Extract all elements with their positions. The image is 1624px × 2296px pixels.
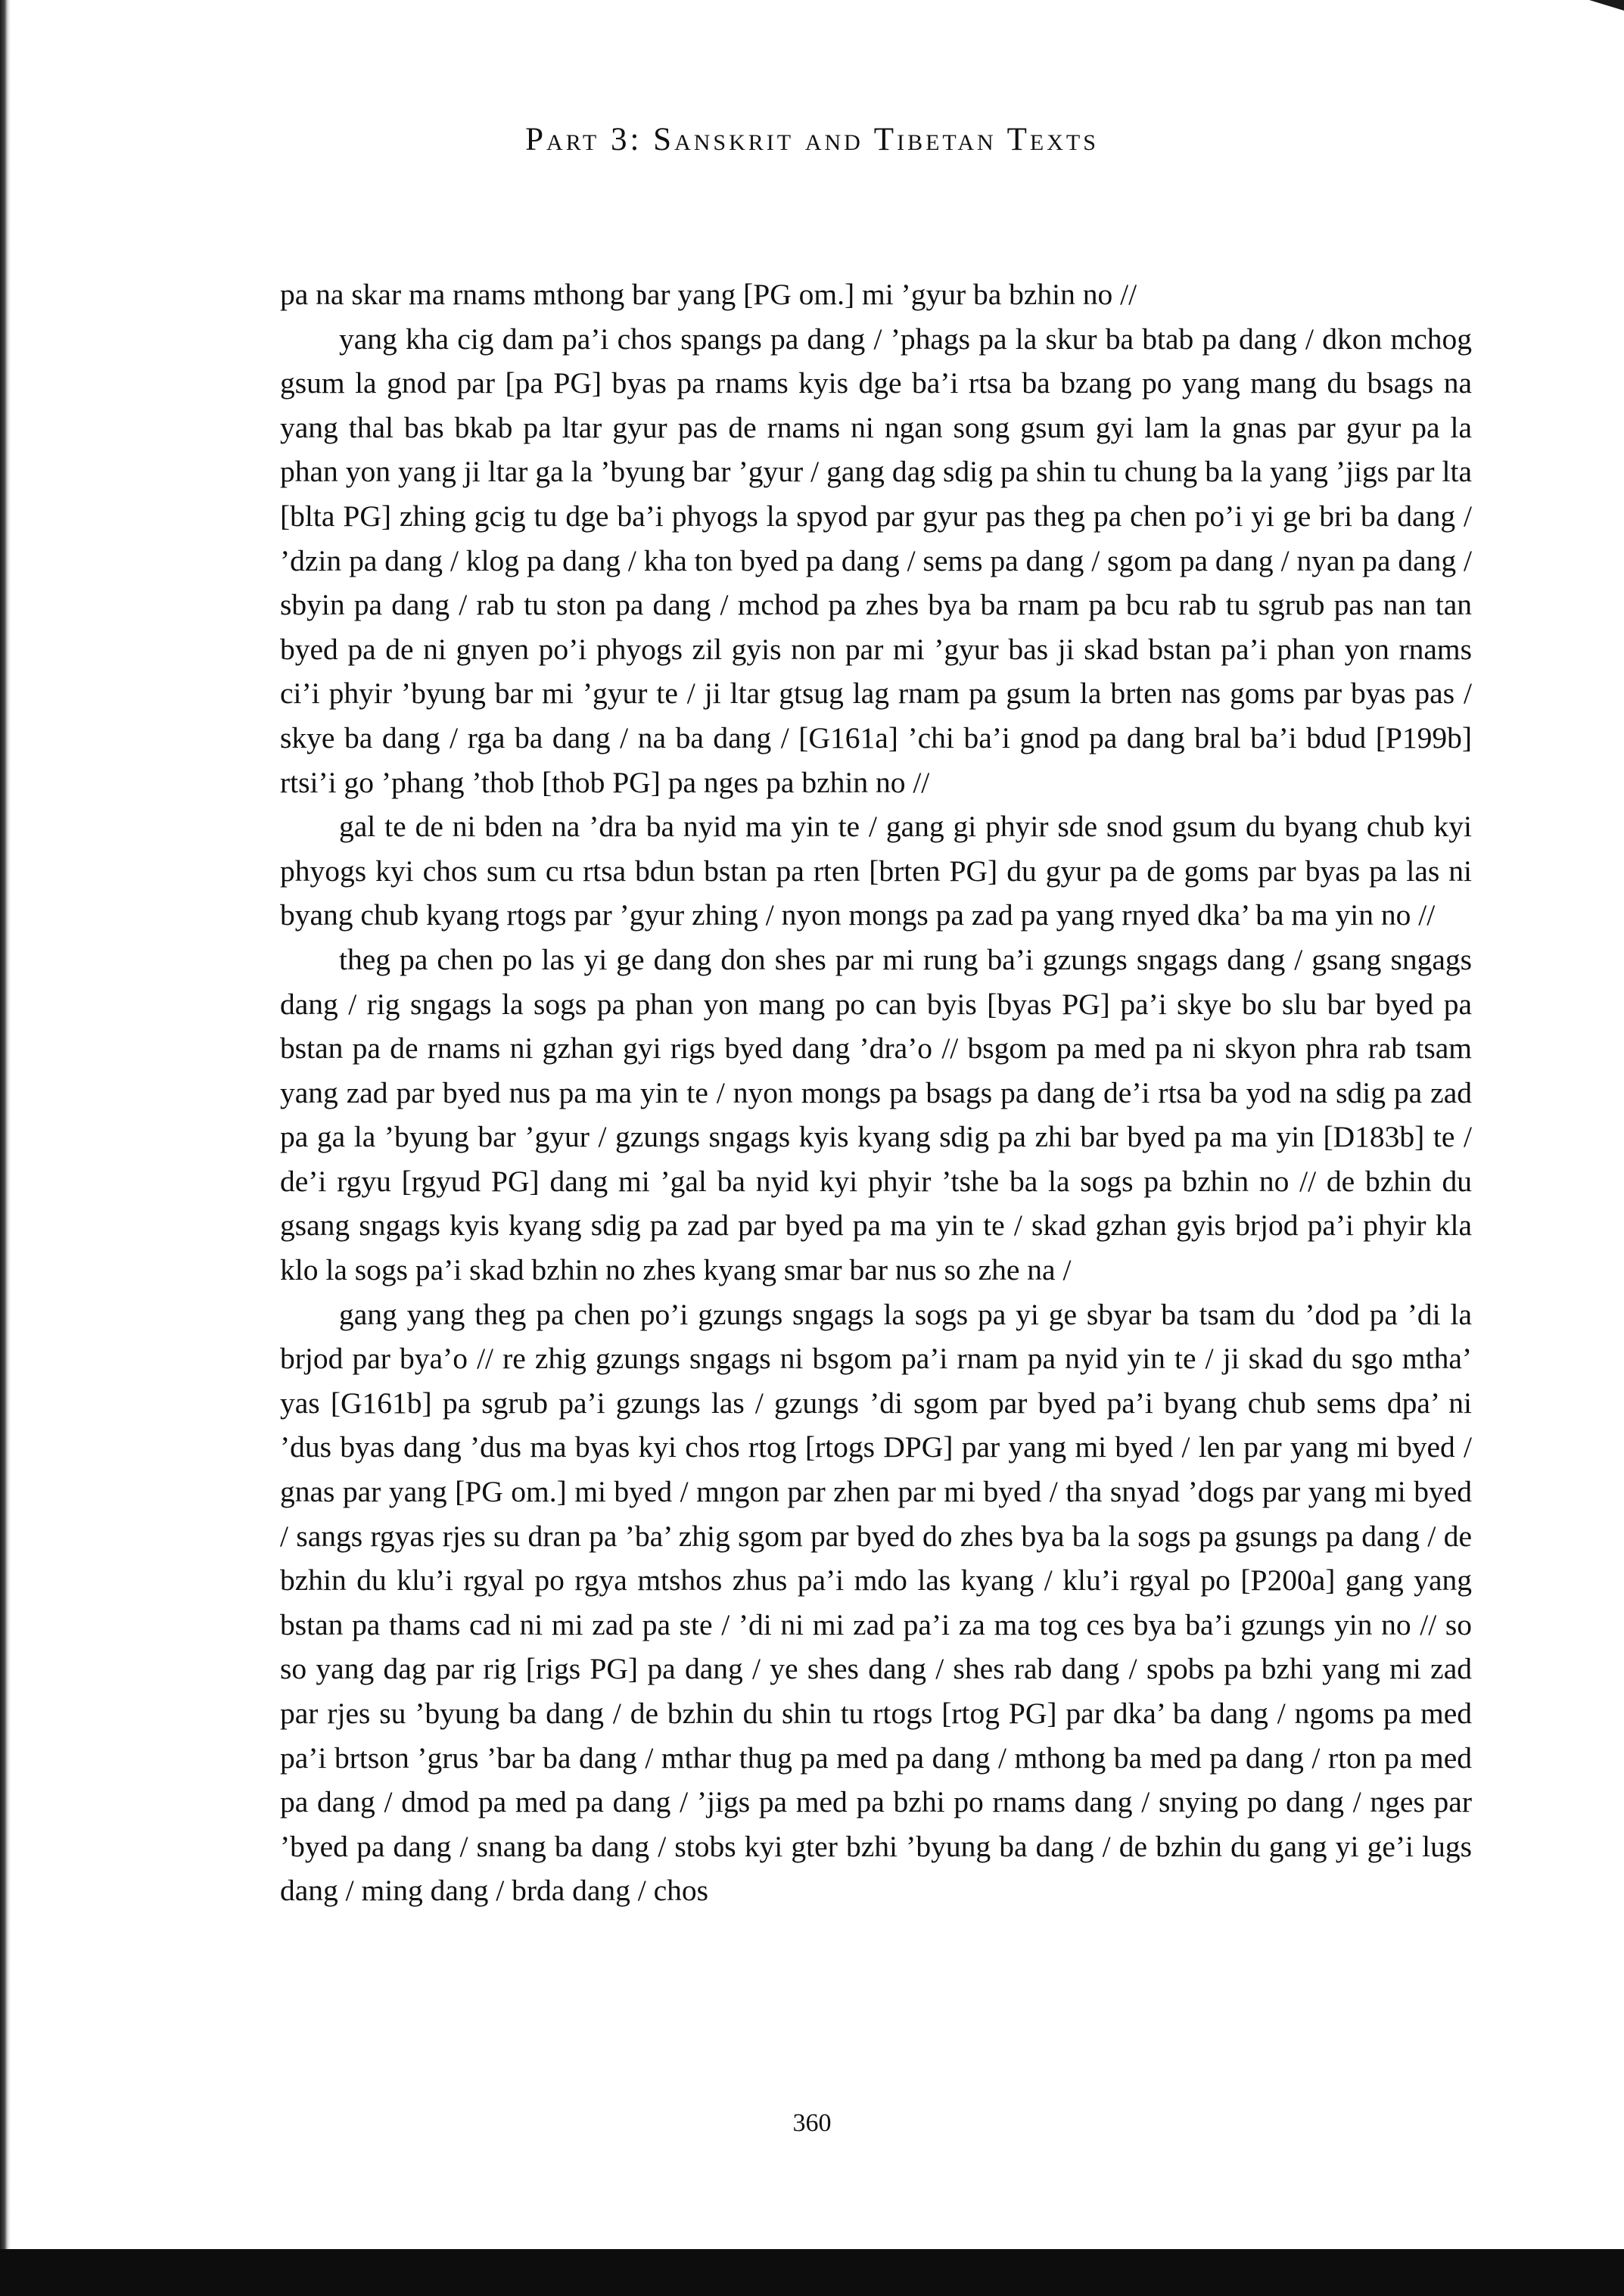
corner-mark [1589,0,1624,11]
paragraph: theg pa chen po las yi ge dang don shes par mi rung ba’i gzungs sngags dang / gsang sngags dang / rig sngags la sogs pa phan yon mang po can byis [byas PG] pa’i skye bo slu bar byed pa bstan pa de rnams ni gzhan gyi rigs byed dang ’dra’o // bsgom pa med pa ni skyon phra rab tsam yang zad par byed nus pa ma yin te / nyon mongs pa bsags pa dang de’i rtsa ba yod na sdig pa zad pa ga la ’byung bar ’gyur / gzungs sngags kyis kyang sdig pa zhi bar byed pa ma yin [D183b] te / de’i rgyu [rgyud PG] dang mi ’gal ba nyid kyi phyir ’tshe ba la sogs pa bzhin no // de bzhin du gsang sngags kyis kyang sdig pa zad par byed pa ma yin te / skad gzhan gyis brjod pa’i phyir kla klo la sogs pa’i skad bzhin no zhes kyang smar bar nus so zhe na / [280,942,1472,1287]
paragraph: yang kha cig dam pa’i chos spangs pa dang / ’phags pa la skur ba btab pa dang / dkon mchog gsum la gnod par [pa PG] byas pa rnams kyis dge ba’i rtsa ba bzang po yang mang du bsags na yang thal bas bkab pa ltar gyur pas de rnams ni ngan song gsum gyi lam la gnas par gyur pa la phan yon yang ji ltar ga la ’byung bar ’gyur / gang dag sdig pa shin tu chung ba la yang ’jigs par lta [blta PG] zhing gcig tu dge ba’i phyogs la spyod par gyur pas theg pa chen po’i yi ge bri ba dang / ’dzin pa dang / klog pa dang / kha ton byed pa dang / sems pa dang / sgom pa dang / nyan pa dang / sbyin pa dang / rab tu ston pa dang / mchod pa zhes bya ba rnam pa bcu rab tu sgrub pas nan tan byed pa de ni gnyen po’i phyogs zil gyis non par mi ’gyur bas ji skad bstan pa’i phan yon rnams ci’i phyir ’byung bar mi ’gyur te / ji ltar gtsug lag rnam pa gsum la brten nas goms par byas pas / skye ba dang / rga ba dang / na ba dang / [G161a] ’chi ba’i gnod pa dang bral ba’i bdud [P199b] rtsi’i go ’phang ’thob [thob PG] pa nges pa bzhin no // [280,322,1472,799]
page-number: 360 [792,2109,832,2137]
paragraph: gang yang theg pa chen po’i gzungs sngags la sogs pa yi ge sbyar ba tsam du ’dod pa ’di la brjod par bya’o // re zhig gzungs sngags ni bsgom pa’i rnam pa nyid yin te / ji skad du sgo mtha’ yas [G161b] pa sgrub pa’i gzungs las / gzungs ’di sgom par byed pa’i byang chub sems dpa’ ni ’dus byas dang ’dus ma byas kyi chos rtog [rtogs DPG] par yang mi byed / len par yang mi byed / gnas par yang [PG om.] mi byed / mngon par zhen par mi byed / tha snyad ’dogs par yang mi byed / sangs rgyas rjes su dran pa ’ba’ zhig sgom par byed do zhes bya ba la sogs pa gsungs pa dang / de bzhin du klu’i rgyal po rgya mtshos zhus pa’i mdo las kyang / klu’i rgyal po [P200a] gang yang bstan pa thams cad ni mi zad pa ste / ’di ni mi zad pa’i za ma tog ces bya ba’i gzungs yin no // so so yang dag par rig [rigs PG] pa dang / ye shes dang / shes rab dang / spobs pa bzhi yang mi zad par rjes su ’byung ba dang / de bzhin du shin tu rtogs [rtog PG] par dka’ ba dang / ngoms pa med pa’i brtson ’grus ’bar ba dang / mthar thug pa med pa dang / mthong ba med pa dang / rton pa med pa dang / dmod pa med pa dang / ’jigs pa med pa bzhi po rnams dang / snying po dang / nges par ’byed pa dang / snang ba dang / stobs kyi gter bzhi ’byung ba dang / de bzhin du gang yi ge’i lugs dang / ming dang / brda dang / chos [280,1297,1472,1908]
body-text [280,272,1472,1913]
page-edge-bottom [0,2249,1624,2296]
page-edge-left [0,0,11,2296]
paragraph: pa na skar ma rnams mthong bar yang [PG om.] mi ’gyur ba bzhin no // [280,278,1137,311]
running-head: Part 3: Sanskrit and Tibetan Texts [525,122,1099,157]
paragraph: gal te de ni bden na ’dra ba nyid ma yin te / gang gi phyir sde snod gsum du byang chub kyi phyogs kyi chos sum cu rtsa bdun bstan pa rten [brten PG] du gyur pa de goms par byas pa las ni byang chub kyang rtogs par ’gyur zhing / nyon mongs pa zad pa yang rnyed dka’ ba ma yin no // [280,810,1472,932]
